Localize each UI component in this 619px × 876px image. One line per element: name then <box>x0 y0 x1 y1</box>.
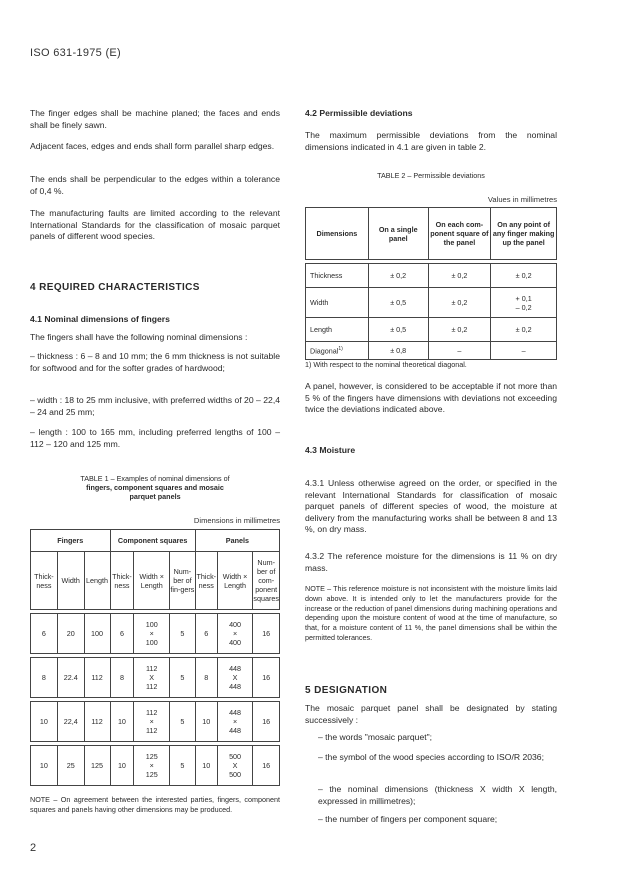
cell-finger-width: 20 <box>57 614 84 654</box>
cell-panel-thickness: 8 <box>195 658 217 698</box>
header-any-finger: On any point of any finger making up the panel <box>491 208 557 260</box>
cell-single-panel: ± 0,8 <box>368 342 428 360</box>
section-4-heading: 4 REQUIRED CHARACTERISTICS <box>30 282 200 293</box>
header-dimensions: Dimensions <box>306 208 369 260</box>
cell-value: ± 0,2 <box>515 325 532 334</box>
table-1-units: Dimensions in millimetres <box>193 516 280 525</box>
cell-value: × <box>149 761 154 770</box>
header-square-width-length: Width × Length <box>134 552 170 610</box>
header-finger-width: Width <box>57 552 84 610</box>
table-row <box>306 288 557 318</box>
cell-finger-thickness: 8 <box>31 658 58 698</box>
paragraph-manufacturing-faults: The manufacturing faults are limited according to the relevant International Standards for the classification of mosaic parquet panels of different wood species. <box>30 208 280 241</box>
cell-square-size <box>134 746 170 786</box>
cell-panel-size <box>217 746 253 786</box>
cell-square-finger-count: 5 <box>170 746 196 786</box>
paragraph-finger-edges: The finger edges shall be machine planed; the faces and ends shall be finely sawn. <box>30 108 280 130</box>
cell-value: 112 <box>145 682 158 691</box>
cell-value: 125 <box>145 770 158 779</box>
cell-dimension: Length <box>306 318 369 342</box>
paragraph-deviations-intro: The maximum permissible deviations from the nominal dimensions indicated in 4.1 are given in table 2. <box>305 130 557 152</box>
cell-square-size <box>134 614 170 654</box>
cell-panel-thickness: 6 <box>195 614 217 654</box>
cell-value: × <box>149 717 154 726</box>
cell-component-square: ± 0,2 <box>428 318 491 342</box>
paragraph-adjacent-faces: Adjacent faces, edges and ends shall form parallel sharp edges. <box>30 141 275 151</box>
section-5-heading: 5 DESIGNATION <box>305 685 388 696</box>
cell-any-finger <box>491 318 557 342</box>
header-square-finger-count: Num-ber of fin-gers <box>170 552 196 610</box>
cell-square-size <box>134 702 170 742</box>
designation-item-words: – the words "mosaic parquet"; <box>318 732 433 742</box>
cell-value: 112 <box>145 708 158 717</box>
table-row <box>306 342 557 360</box>
cell-square-thickness: 10 <box>110 746 134 786</box>
header-component-squares: Component squares <box>110 530 195 552</box>
table-1-caption <box>30 474 280 501</box>
paragraph-4-3-2: 4.3.2 The reference moisture for the dimensions is 11 % on dry mass. <box>305 551 557 573</box>
cell-value: Diagonal <box>310 346 339 356</box>
table-1-note: NOTE – On agreement between the interested parties, fingers, component squares and panels having other dimensions may be produced. <box>30 795 280 814</box>
cell-finger-width: 25 <box>57 746 84 786</box>
table-row <box>306 264 557 288</box>
cell-dimension: Thickness <box>306 264 369 288</box>
cell-value: 448 <box>229 708 242 717</box>
table-1-caption-line: fingers, component squares and mosaic <box>86 483 224 492</box>
cell-square-finger-count: 5 <box>170 614 196 654</box>
bullet-thickness: – thickness : 6 – 8 and 10 mm; the 6 mm thickness is not suitable for softwood and for the softer grades of hardwood; <box>30 351 280 373</box>
cell-square-thickness: 10 <box>110 702 134 742</box>
cell-finger-length: 100 <box>84 614 110 654</box>
cell-finger-thickness: 10 <box>31 746 58 786</box>
cell-value: X <box>232 761 238 770</box>
cell-finger-length: 112 <box>84 658 110 698</box>
cell-panel-square-count: 16 <box>253 614 280 654</box>
note-4-3-2: NOTE – This reference moisture is not inconsistent with the moisture limits laid down above. It is intended only to let the manufacturers provide for the increase or the reduction of panel dimensions during machining operations and depending upon the moisture content of wood at the time of manufacture, so that, for a moisture content of 11 %, the panel dimensions shall be within the permitted tolerances. <box>305 584 557 642</box>
table-row <box>31 658 280 698</box>
header-panels: Panels <box>195 530 279 552</box>
paragraph-panel-acceptable: A panel, however, is considered to be acceptable if not more than 5 % of the fingers have dimensions with deviations not exceeding twice the deviations indicated above. <box>305 381 557 414</box>
table-1-caption-line: parquet panels <box>129 492 181 501</box>
header-panel-square-count: Num-ber of com-ponent squares <box>253 552 280 610</box>
header-panel-thickness: Thick-ness <box>195 552 217 610</box>
cell-square-finger-count: 5 <box>170 702 196 742</box>
cell-single-panel: ± 0,2 <box>368 264 428 288</box>
cell-square-finger-count: 5 <box>170 658 196 698</box>
table-row <box>31 746 280 786</box>
bullet-width: – width : 18 to 25 mm inclusive, with preferred widths of 20 – 22,4 – 24 and 25 mm; <box>30 395 280 417</box>
cell-value: 400 <box>229 638 242 647</box>
cell-panel-size <box>217 614 253 654</box>
table-2 <box>305 207 557 360</box>
section-4-3-heading: 4.3 Moisture <box>305 445 356 455</box>
header-finger-length: Length <box>84 552 110 610</box>
designation-item-dimensions: – the nominal dimensions (thickness X width X length, expressed in millimetres); <box>318 784 557 806</box>
table-2-footnote: 1) With respect to the nominal theoretical diagonal. <box>305 360 467 369</box>
cell-value: – 0,2 <box>515 302 532 312</box>
designation-item-symbol: – the symbol of the wood species according to ISO/R 2036; <box>318 752 544 762</box>
cell-any-finger <box>491 288 557 318</box>
cell-single-panel: ± 0,5 <box>368 318 428 342</box>
cell-value: × <box>232 717 238 726</box>
designation-item-fingers: – the number of fingers per component square; <box>318 814 498 824</box>
paragraph-fingers-intro: The fingers shall have the following nominal dimensions : <box>30 332 248 342</box>
table-row <box>31 702 280 742</box>
cell-value: ± 0,2 <box>515 271 532 280</box>
header-finger-thickness: Thick-ness <box>31 552 58 610</box>
page-number: 2 <box>30 842 37 854</box>
table-2-units: Values in millimetres <box>487 195 557 204</box>
paragraph-ends-perpendicular: The ends shall be perpendicular to the edges within a tolerance of 0,4 %. <box>30 174 280 196</box>
cell-value: 400 <box>229 620 242 629</box>
paragraph-designation-intro: The mosaic parquet panel shall be designated by stating successively : <box>305 703 557 725</box>
cell-component-square: ± 0,2 <box>428 288 491 318</box>
cell-value: × <box>149 629 154 638</box>
cell-value: 448 <box>229 682 242 691</box>
cell-single-panel: ± 0,5 <box>368 288 428 318</box>
footnote-marker: 1) <box>338 345 343 352</box>
cell-finger-thickness: 10 <box>31 702 58 742</box>
bullet-length: – length : 100 to 165 mm, including preferred lengths of 100 – 112 – 120 and 125 mm. <box>30 427 280 449</box>
cell-panel-square-count: 16 <box>253 658 280 698</box>
section-4-2-heading: 4.2 Permissible deviations <box>305 108 413 118</box>
cell-value: X <box>232 673 238 682</box>
cell-value: 112 <box>145 664 158 673</box>
cell-finger-width: 22,4 <box>57 702 84 742</box>
cell-finger-thickness: 6 <box>31 614 58 654</box>
cell-any-finger <box>491 342 557 360</box>
cell-value: 448 <box>229 664 242 673</box>
header-component-square: On each com-ponent square of the panel <box>428 208 491 260</box>
header-single-panel: On a single panel <box>368 208 428 260</box>
cell-value: 500 <box>229 770 242 779</box>
cell-value: 100 <box>145 638 158 647</box>
cell-component-square: ± 0,2 <box>428 264 491 288</box>
cell-panel-thickness: 10 <box>195 702 217 742</box>
cell-square-size <box>134 658 170 698</box>
cell-value: 500 <box>229 752 242 761</box>
header-panel-width-length: Width × Length <box>217 552 253 610</box>
cell-value: X <box>149 673 155 682</box>
cell-dimension: Width <box>306 288 369 318</box>
header-fingers: Fingers <box>31 530 111 552</box>
cell-finger-length: 125 <box>84 746 110 786</box>
table-row <box>306 318 557 342</box>
cell-panel-size <box>217 702 253 742</box>
cell-value: 112 <box>145 726 158 735</box>
cell-dimension <box>306 342 369 360</box>
cell-panel-thickness: 10 <box>195 746 217 786</box>
cell-any-finger <box>491 264 557 288</box>
cell-component-square: – <box>428 342 491 360</box>
paragraph-4-3-1: 4.3.1 Unless otherwise agreed on the order, or specified in the relevant International Standards for classification of mosaic parquet panels of different species of wood, the moisture at delivery from the manufacturing works shall be between 8 and 13 %, on dry mass. <box>305 478 557 534</box>
table-row <box>31 614 280 654</box>
table-2-caption: TABLE 2 – Permissible deviations <box>377 171 485 180</box>
cell-value: 125 <box>145 752 158 761</box>
section-4-1-heading: 4.1 Nominal dimensions of fingers <box>30 314 170 324</box>
cell-square-thickness: 8 <box>110 658 134 698</box>
cell-square-thickness: 6 <box>110 614 134 654</box>
header-square-thickness: Thick-ness <box>110 552 134 610</box>
cell-panel-square-count: 16 <box>253 702 280 742</box>
table-1 <box>30 529 280 786</box>
cell-finger-length: 112 <box>84 702 110 742</box>
cell-panel-square-count: 16 <box>253 746 280 786</box>
cell-value: 100 <box>145 620 158 629</box>
cell-value: – <box>521 346 526 355</box>
table-1-caption-line: TABLE 1 – Examples of nominal dimensions of <box>80 474 230 483</box>
cell-finger-width: 22.4 <box>57 658 84 698</box>
document-id: ISO 631-1975 (E) <box>30 47 122 59</box>
cell-value: × <box>232 629 238 638</box>
cell-value: + 0,1 <box>515 293 532 303</box>
cell-value: 448 <box>229 726 242 735</box>
cell-panel-size <box>217 658 253 698</box>
